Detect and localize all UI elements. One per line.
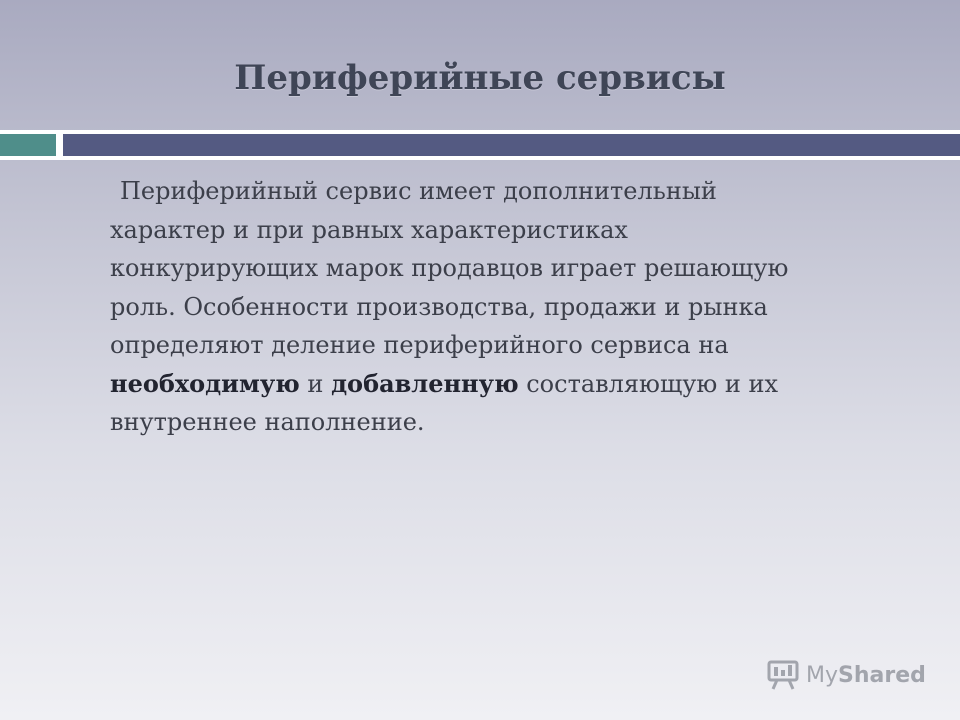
divider-bar [63, 134, 960, 156]
presentation-icon [766, 658, 800, 692]
body-line-3: конкурирующих марок продавцов играет решающую [110, 254, 789, 282]
body-line-6-end: составляющую и их [518, 369, 779, 398]
body-line-5: определяют деление периферийного сервиса на [110, 331, 729, 359]
myshared-watermark [766, 655, 926, 695]
watermark-text [806, 663, 926, 688]
watermark-text-bold: Shared [838, 662, 926, 688]
watermark-text-light: My [806, 662, 839, 688]
divider-accent [0, 134, 56, 156]
body-line-6-mid: и [299, 369, 332, 398]
body-line-7: внутреннее наполнение. [110, 408, 425, 436]
slide-title: Периферийные сервисы [234, 58, 726, 98]
body-paragraph [110, 172, 910, 442]
emphasis-necessary: необходимую [110, 368, 300, 398]
emphasis-added: добавленную [331, 368, 519, 398]
body-line-2: характер и при равных характеристиках [110, 215, 628, 244]
body-line-4: роль. Особенности производства, продажи и рынка [110, 292, 768, 321]
body-line-6 [110, 365, 910, 404]
body-line-1: Периферийный сервис имеет дополнительный [120, 177, 717, 205]
